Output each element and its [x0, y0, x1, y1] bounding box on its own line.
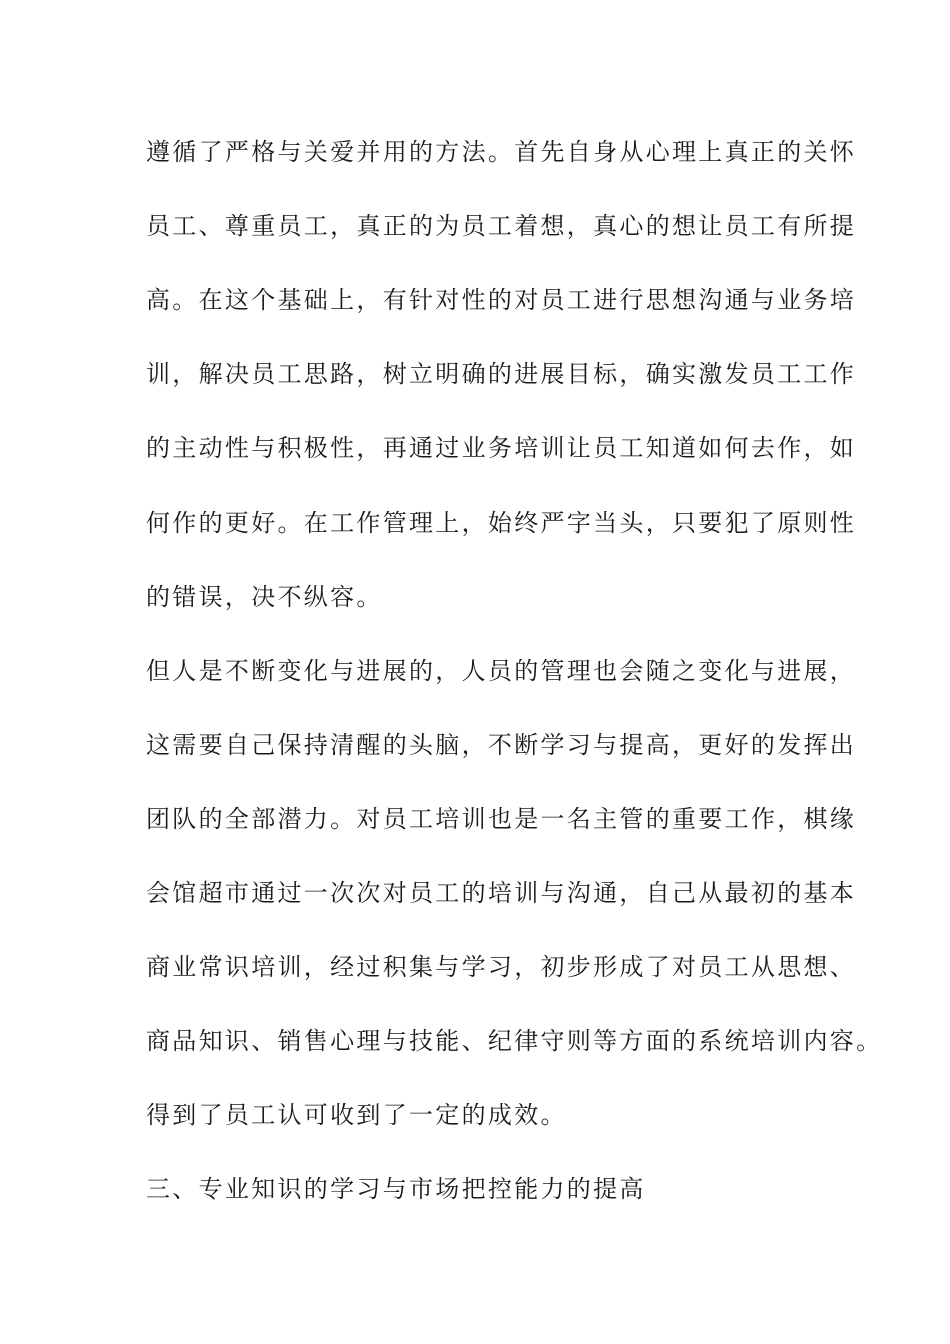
section-heading: 三、专业知识的学习与市场把控能力的提高: [146, 1175, 646, 1203]
paragraph-line-6: 何作的更好。在工作管理上，始终严字当头，只要犯了原则性: [146, 509, 857, 537]
paragraph-line-9: 这需要自己保持清醒的头脑，不断学习与提高，更好的发挥出: [146, 731, 857, 759]
paragraph-line-8: 但人是不断变化与进展的，人员的管理也会随之变化与进展，: [146, 657, 857, 685]
paragraph-line-11: 会馆超市通过一次次对员工的培训与沟通，自己从最初的基本: [146, 879, 857, 907]
paragraph-line-1: 遵循了严格与关爱并用的方法。首先自身从心理上真正的关怀: [146, 138, 857, 166]
paragraph-line-4: 训，解决员工思路，树立明确的进展目标，确实激发员工工作: [146, 360, 857, 388]
paragraph-line-3: 高。在这个基础上，有针对性的对员工进行思想沟通与业务培: [146, 286, 857, 314]
paragraph-line-13: 商品知识、销售心理与技能、纪律守则等方面的系统培训内容。: [146, 1027, 883, 1055]
paragraph-line-12: 商业常识培训，经过积集与学习，初步形成了对员工从思想、: [146, 953, 857, 981]
paragraph-line-2: 员工、尊重员工，真正的为员工着想，真心的想让员工有所提: [146, 212, 857, 240]
paragraph-line-14: 得到了员工认可收到了一定的成效。: [146, 1101, 567, 1129]
paragraph-line-7: 的错误，决不纵容。: [146, 583, 383, 611]
paragraph-line-5: 的主动性与积极性，再通过业务培训让员工知道如何去作，如: [146, 434, 857, 462]
paragraph-line-10: 团队的全部潜力。对员工培训也是一名主管的重要工作，棋缘: [146, 805, 857, 833]
